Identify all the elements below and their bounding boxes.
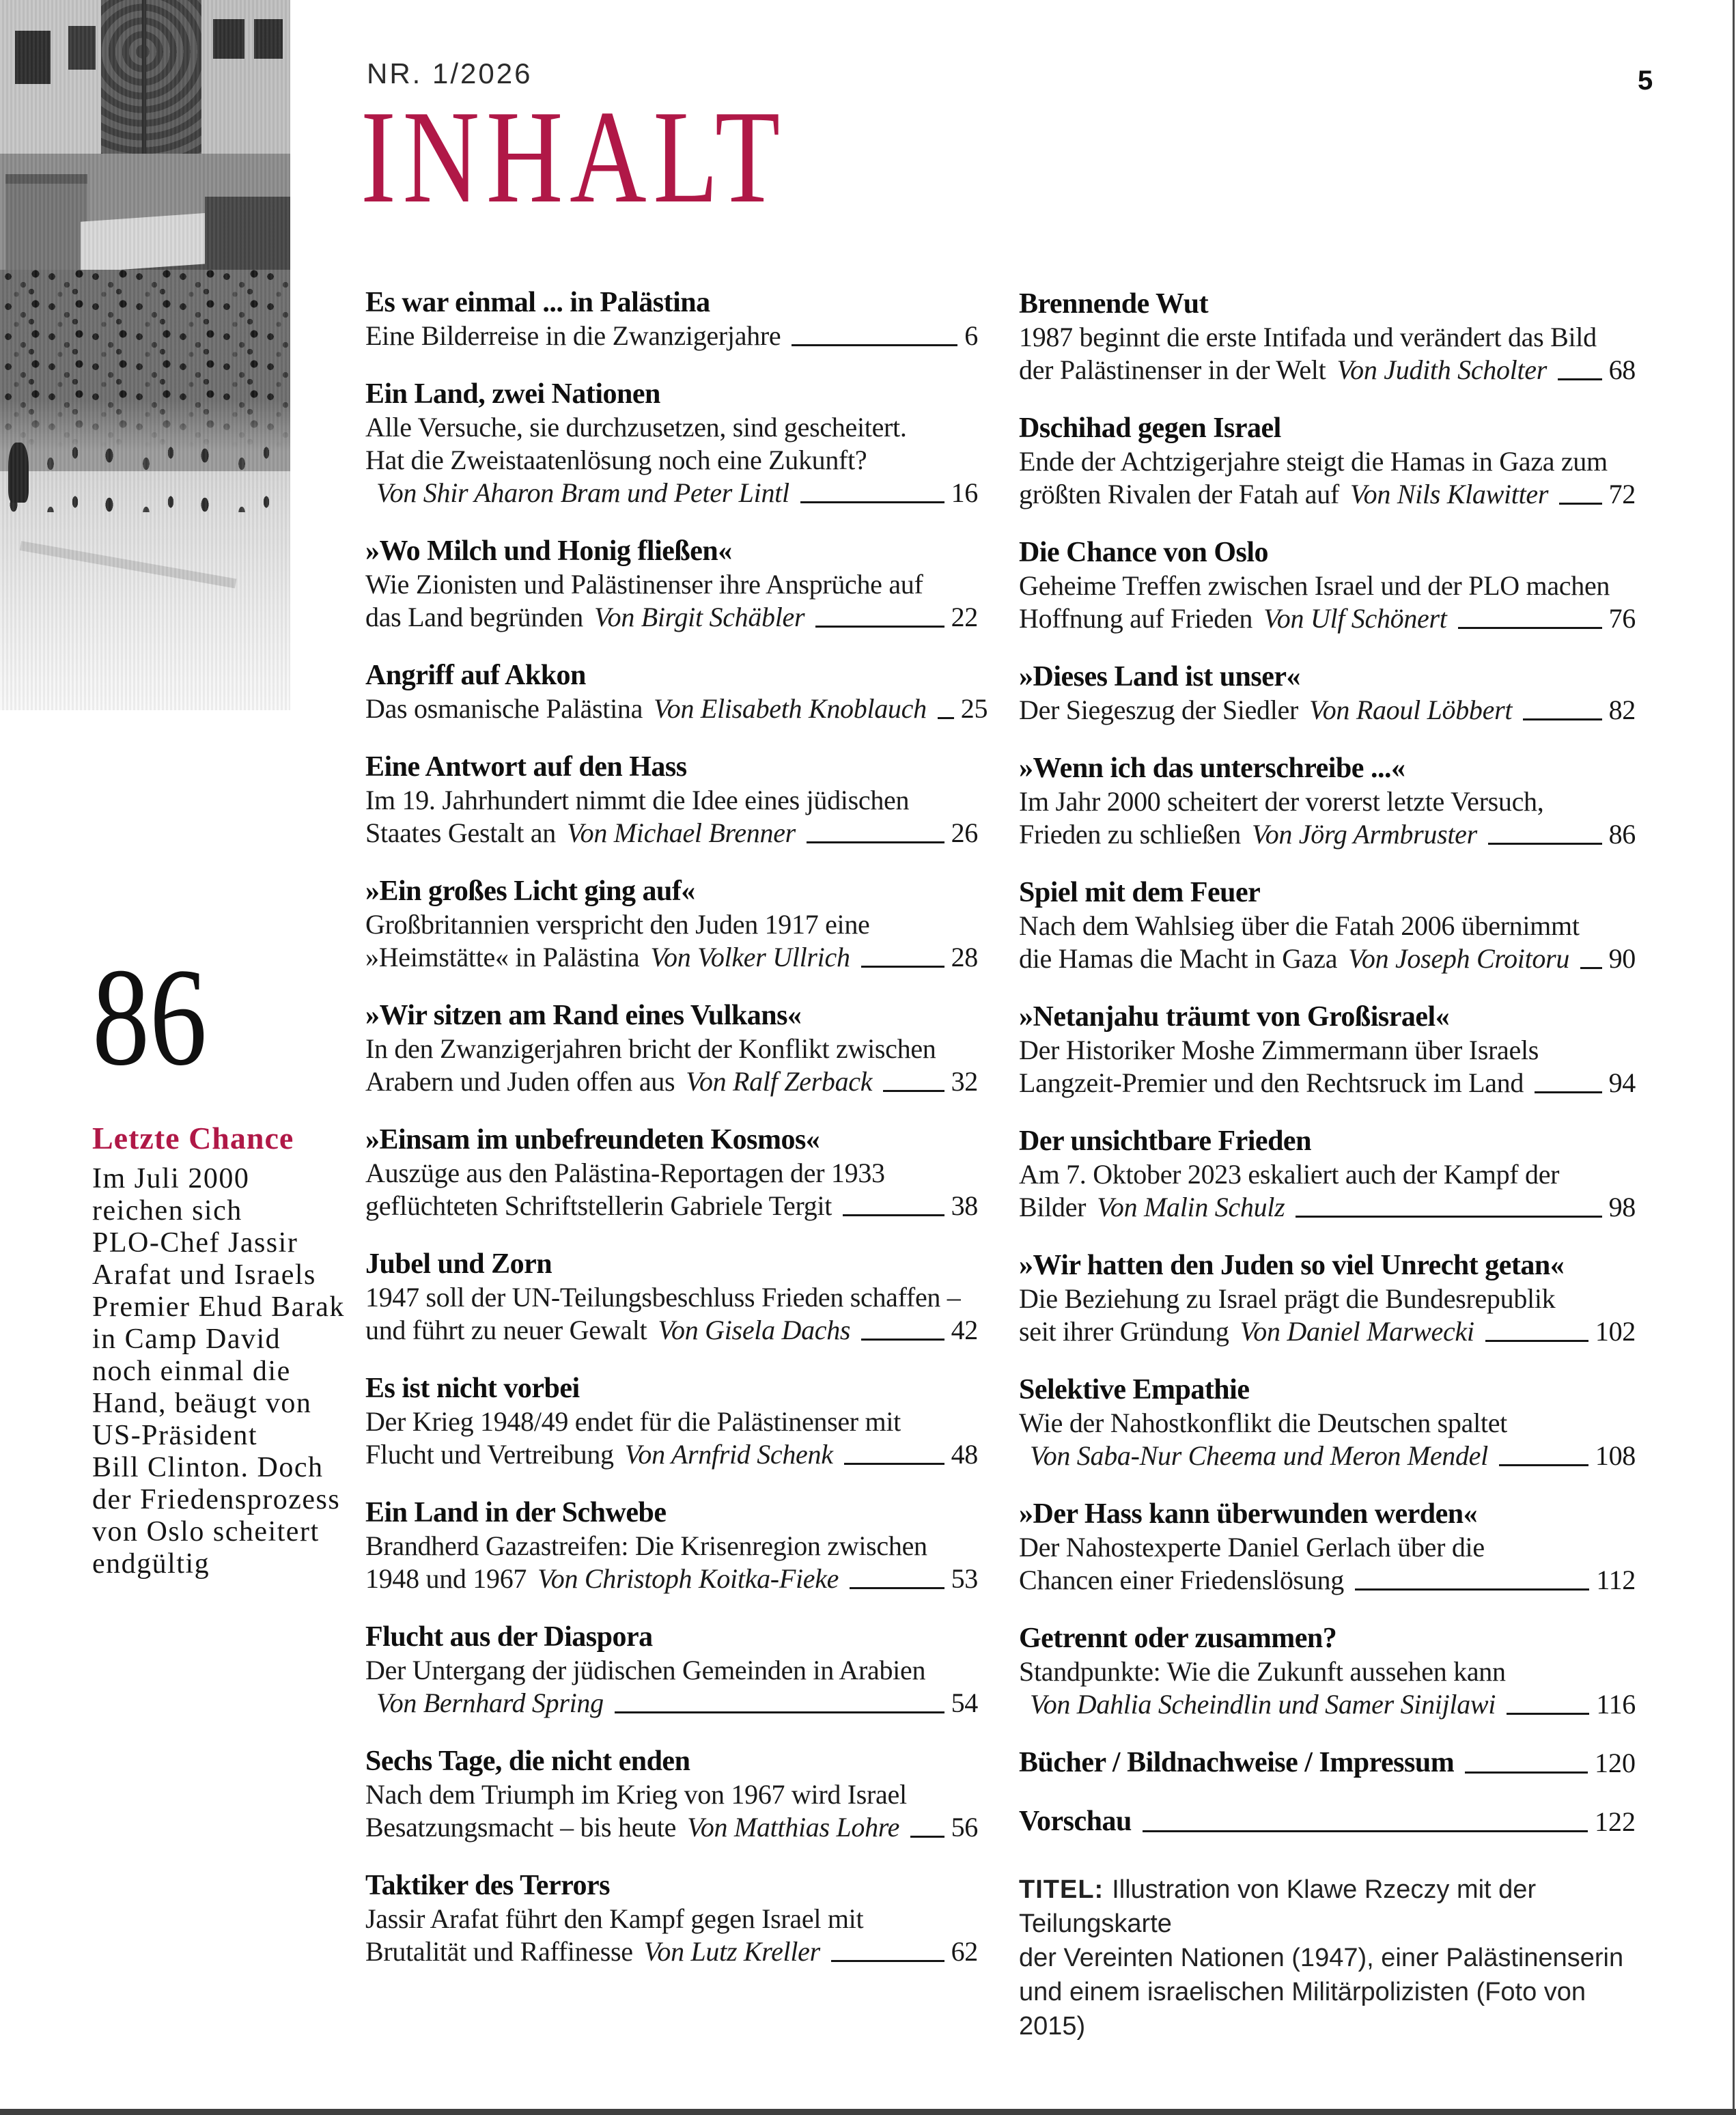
entry-author: Von Ulf Schönert [1263,603,1447,634]
entry-text: Der Siegeszug der Siedler [1019,695,1299,725]
entry-title: »Ein großes Licht ging auf« [365,876,695,907]
entry-line [365,908,978,941]
toc-entry [1019,1000,1636,1099]
entry-title-line [365,750,978,784]
entry-line [365,320,978,352]
toc-entry [1019,1746,1636,1780]
entry-line [365,568,978,601]
photo-grain-overlay [0,0,290,710]
leader-line [1296,1216,1601,1218]
entry-text: Frieden zu schließen [1019,819,1241,850]
teaser-text-line: reichen sich [92,1194,242,1227]
toc-entry [365,534,978,634]
teaser-text-line: Arafat und Israels [92,1259,316,1291]
leader-line [1559,503,1601,505]
entry-title: »Wir sitzen am Rand eines Vulkans« [365,1000,802,1031]
entry-page-number: 6 [964,320,978,351]
entry-line [1019,694,1636,727]
entry-page-number: 94 [1608,1067,1636,1098]
toc-entry [365,1868,978,1968]
entry-line [1019,1191,1636,1224]
teaser-text-line: Premier Ehud Barak [92,1291,345,1323]
entry-title: Sechs Tage, die nicht enden [365,1746,690,1777]
entry-page-number: 82 [1608,695,1636,725]
toc-entry [365,1496,978,1595]
entry-line [1019,910,1636,942]
entry-title: Angriff auf Akkon [365,660,586,691]
entry-title-line [1019,751,1636,785]
teaser-text-line: US-Präsident [92,1419,257,1451]
entry-text: und führt zu neuer Gewalt [365,1315,647,1345]
entry-title: Es ist nicht vorbei [365,1373,580,1404]
entry-text: Jassir Arafat führt den Kampf gegen Israel mit [365,1903,864,1934]
entry-author: Von Dahlia Scheindlin und Samer Sinijlawi [1030,1689,1496,1720]
entry-title: Bücher / Bildnachweise / Impressum [1019,1747,1455,1778]
teaser-text-line: endgültig [92,1547,210,1580]
entry-text: Wie Zionisten und Palästinenser ihre Ansprüche auf [365,569,923,600]
toc-entry [365,750,978,850]
entry-line [1019,1283,1636,1315]
entry-text: Besatzungsmacht – bis heute [365,1812,677,1843]
leader-line [938,717,954,719]
entry-text: das Land begründen [365,602,583,632]
leader-line [800,501,944,503]
entry-page-number: 98 [1608,1192,1636,1222]
entry-author: Von Daniel Marwecki [1240,1316,1474,1347]
entry-page-number: 112 [1596,1565,1636,1595]
entry-title-line [365,1868,978,1903]
teaser-text [92,1163,365,1580]
entry-title: Eine Antwort auf den Hass [365,751,687,783]
entry-title-line [1019,535,1636,570]
leader-line [1558,378,1602,380]
entry-line [1019,1158,1636,1191]
entry-line [1019,1067,1636,1099]
entry-text: 1948 und 1967 [365,1563,527,1594]
toc-right-column [1019,287,1636,1863]
toc-entry [365,1371,978,1471]
entry-title-line [1019,1124,1636,1158]
entry-title-line [365,1744,978,1778]
leader-line [1535,1091,1602,1093]
entry-text: »Heimstätte« in Palästina [365,942,640,972]
entry-author: Von Elisabeth Knoblauch [654,693,927,724]
entry-line [1019,602,1636,635]
leader-line [861,966,944,968]
teaser-text-line: noch einmal die [92,1355,291,1387]
toc-entry [1019,1621,1636,1721]
entry-page-number: 38 [951,1190,978,1221]
entry-text: Alle Versuche, sie durchzusetzen, sind gescheitert. [365,412,907,443]
leader-line [815,626,944,628]
page-edge-line [1733,0,1735,2115]
entry-line [365,1281,978,1314]
entry-title-line [365,377,978,411]
entry-title: Selektive Empathie [1019,1374,1250,1405]
entry-author: Von Jörg Armbruster [1252,819,1477,850]
entry-title-line [365,1371,978,1405]
leader-line [1143,1830,1588,1832]
entry-title: Taktiker des Terrors [365,1870,610,1901]
entry-line [365,784,978,817]
entry-author: Von Christoph Koitka-Fieke [537,1563,839,1594]
entry-page-number: 116 [1596,1689,1636,1720]
entry-text: Nach dem Triumph im Krieg von 1967 wird Israel [365,1779,907,1810]
entry-text: Hat die Zweistaatenlösung noch eine Zukunft? [365,445,867,475]
entry-text: Staates Gestalt an [365,817,556,848]
entry-line [365,1314,978,1347]
entry-page-number: 62 [951,1936,978,1967]
teaser-text-line: in Camp David [92,1323,281,1355]
entry-author: Von Joseph Croitoru [1348,943,1570,974]
entry-title-line [365,1247,978,1281]
leader-line [1523,718,1601,720]
toc-entry [365,1620,978,1720]
page-bottom-edge [0,2109,1736,2115]
entry-text: der Palästinenser in der Welt [1019,354,1326,385]
entry-text: Arabern und Juden offen aus [365,1066,675,1097]
leader-line [1465,1771,1588,1774]
entry-line [1019,1407,1636,1440]
toc-entry [365,1123,978,1222]
teaser-sidebar [92,940,365,1580]
entry-line [365,1530,978,1563]
toc-entry [1019,1804,1636,1838]
entry-title: Vorschau [1019,1806,1132,1837]
entry-text: Ende der Achtzigerjahre steigt die Hamas in Gaza zum [1019,446,1608,477]
leader-line [1458,627,1602,629]
entry-text: Hoffnung auf Frieden [1019,603,1253,634]
entry-author: Von Shir Aharon Bram und Peter Lintl [376,477,789,508]
entry-title: Ein Land, zwei Nationen [365,378,660,410]
entry-text: Langzeit-Premier und den Rechtsruck im Land [1019,1067,1524,1098]
entry-line [365,1405,978,1438]
entry-line [1019,818,1636,851]
entry-title-line [1019,1621,1636,1655]
leader-line [843,1214,944,1216]
entry-text: Der Nahostexperte Daniel Gerlach über die [1019,1532,1485,1563]
entry-text: Im Jahr 2000 scheitert der vorerst letzte Versuch, [1019,786,1544,817]
entry-author: Von Arnfrid Schenk [624,1439,833,1470]
entry-author: Von Malin Schulz [1097,1192,1285,1222]
entry-title-line [1019,876,1636,910]
entry-page-number: 22 [951,602,978,632]
leader-line [1355,1588,1589,1591]
entry-title: »Wo Milch und Honig fließen« [365,535,732,567]
entry-title: Getrennt oder zusammen? [1019,1623,1337,1654]
cover-credit-text: Illustration von Klawe Rzeczy mit der Teilungskarte [1019,1875,1537,1938]
leader-line [1499,1464,1588,1466]
toc-entry [1019,411,1636,511]
entry-title: Dschihad gegen Israel [1019,412,1281,444]
entry-title: »Netanjahu träumt von Großisrael« [1019,1001,1450,1033]
entry-text: 1987 beginnt die erste Intifada und verändert das Bild [1019,322,1597,352]
entry-author: Von Volker Ullrich [650,942,850,972]
entry-title: »Wir hatten den Juden so viel Unrecht getan« [1019,1250,1565,1281]
entry-line [1019,1655,1636,1688]
leader-line [1488,843,1602,845]
entry-line [1019,1034,1636,1067]
leader-line [831,1960,944,1962]
entry-page-number: 56 [951,1812,978,1843]
entry-line [1019,785,1636,818]
entry-line [365,1654,978,1687]
entry-text: In den Zwanzigerjahren bricht der Konflikt zwischen [365,1033,936,1064]
entry-title: »Der Hass kann überwunden werden« [1019,1498,1478,1530]
entry-text: seit ihrer Gründung [1019,1316,1229,1347]
entry-text: Das osmanische Palästina [365,693,643,724]
leader-line [1485,1340,1588,1342]
toc-entry [1019,287,1636,387]
entry-line [365,411,978,444]
entry-title-line [1019,411,1636,445]
entry-page-number: 72 [1608,479,1636,509]
entry-line [365,1065,978,1098]
entry-author: Von Judith Scholter [1336,354,1548,385]
entry-text: größten Rivalen der Fatah auf [1019,479,1339,509]
teaser-text-line: von Oslo scheitert [92,1515,320,1547]
leader-line [850,1587,944,1589]
toc-entry [365,658,988,725]
entry-text: Wie der Nahostkonflikt die Deutschen spaltet [1019,1407,1507,1438]
entry-line [365,1190,978,1222]
entry-author: Von Ralf Zerback [686,1066,873,1097]
leader-line [861,1339,944,1341]
toc-entry [365,1247,978,1347]
toc-entry [1019,1124,1636,1224]
entry-line [365,1438,978,1471]
entry-line [365,1935,978,1968]
entry-line [365,1687,978,1720]
entry-text: Standpunkte: Wie die Zukunft aussehen kann [1019,1656,1506,1687]
entry-line [1019,1531,1636,1564]
teaser-text-line: Hand, beäugt von [92,1387,312,1419]
entry-title-line [365,534,978,568]
entry-line [1019,478,1636,511]
cover-credit-label: TITEL: [1019,1875,1104,1904]
entry-text: Brutalität und Raffinesse [365,1936,633,1967]
leader-line [1507,1713,1589,1715]
entry-line [1019,1688,1636,1721]
entry-line [365,817,978,850]
entry-title-line [1019,1000,1636,1034]
entry-page-number: 54 [951,1687,978,1718]
leader-line [615,1711,944,1713]
entry-title-line [365,658,978,692]
toc-entry [1019,535,1636,635]
toc-left-column [365,285,988,1993]
entry-line [365,1778,978,1811]
toc-entry [365,874,978,974]
leader-line [807,841,944,843]
entry-text: Chancen einer Friedenslösung [1019,1565,1344,1595]
entry-title-line [1019,1373,1636,1407]
entry-line [365,444,978,477]
entry-author: Von Gisela Dachs [658,1315,851,1345]
entry-text: Großbritannien verspricht den Juden 1917 eine [365,909,870,940]
entry-page-number: 28 [951,942,978,972]
teaser-text-line: PLO-Chef Jassir [92,1227,298,1259]
toc-entry [1019,1497,1636,1597]
entry-page-number: 25 [960,693,988,724]
toc-entry [1019,1248,1636,1348]
entry-text: die Hamas die Macht in Gaza [1019,943,1338,974]
entry-text: Bilder [1019,1192,1087,1222]
entry-title-line [365,1123,978,1157]
entry-page-number: 32 [951,1066,978,1097]
cover-credit-line: und einem israelischen Militärpolizisten (Foto von 2015) [1019,1978,1586,2041]
entry-line [1019,570,1636,602]
entry-text: Die Beziehung zu Israel prägt die Bundesrepublik [1019,1283,1556,1314]
entry-line [365,477,978,509]
entry-title: Es war einmal ... in Palästina [365,287,710,318]
entry-text: Am 7. Oktober 2023 eskaliert auch der Kampf der [1019,1159,1560,1190]
entry-text: 1947 soll der UN-Teilungsbeschluss Frieden schaffen – [365,1282,961,1313]
entry-title: »Wenn ich das unterschreibe ...« [1019,753,1405,784]
issue-number: NR. 1/2026 [367,57,533,89]
teaser-text-line: Bill Clinton. Doch [92,1451,324,1483]
entry-title: Die Chance von Oslo [1019,537,1269,568]
toc-entry [1019,660,1636,727]
entry-page-number: 48 [951,1439,978,1470]
entry-author: Von Raoul Löbbert [1309,695,1513,725]
toc-entry [365,998,978,1098]
cover-photo [0,0,290,710]
entry-text: Auszüge aus den Palästina-Reportagen der 1933 [365,1158,885,1188]
cover-credit [1019,1873,1647,2043]
entry-line [1019,354,1636,387]
folio-page-number: 5 [1638,66,1653,96]
toc-entry [365,377,978,509]
entry-author: Von Michael Brenner [566,817,796,848]
leader-line [1580,967,1601,969]
entry-page-number: 76 [1608,603,1636,634]
entry-line [365,1033,978,1065]
entry-text: Flucht und Vertreibung [365,1439,614,1470]
entry-line [1019,942,1636,975]
entry-title-line [1019,660,1636,694]
entry-title: Flucht aus der Diaspora [365,1621,653,1653]
entry-title: Jubel und Zorn [365,1248,552,1280]
entry-title-line [365,1620,978,1654]
entry-author: Von Birgit Schäbler [593,602,805,632]
entry-title-line [365,1496,978,1530]
entry-text: Im 19. Jahrhundert nimmt die Idee eines jüdischen [365,785,910,815]
entry-author: Von Nils Klawitter [1349,479,1549,509]
entry-line [1019,1315,1636,1348]
entry-text: Nach dem Wahlsieg über die Fatah 2006 übernimmt [1019,910,1580,941]
toc-entry [365,285,978,352]
leader-line [910,1836,944,1838]
teaser-page-number: 86 [92,940,208,1095]
entry-page-number: 102 [1595,1316,1636,1347]
entry-line [1019,1564,1636,1597]
entry-title: Brennende Wut [1019,288,1209,320]
entry-text: Der Historiker Moshe Zimmermann über Israels [1019,1035,1539,1065]
teaser-heading: Letzte Chance [92,1120,294,1155]
entry-line [365,1811,978,1844]
entry-page-number: 90 [1608,943,1636,974]
entry-line [1019,321,1636,354]
entry-author: Von Saba-Nur Cheema und Meron Mendel [1030,1440,1488,1471]
entry-author: Von Matthias Lohre [687,1812,900,1843]
entry-title-line [1019,1804,1636,1838]
entry-title: Spiel mit dem Feuer [1019,877,1261,908]
entry-page-number: 108 [1595,1440,1636,1471]
entry-text: Eine Bilderreise in die Zwanzigerjahre [365,320,781,351]
entry-line [1019,1440,1636,1472]
entry-title-line [1019,1497,1636,1531]
entry-page-number: 68 [1608,354,1636,385]
entry-author: Von Lutz Kreller [643,1936,820,1967]
page-title: INHALT [361,83,787,231]
leader-line [844,1463,944,1465]
entry-title-line [1019,1248,1636,1283]
entry-text: Brandherd Gazastreifen: Die Krisenregion zwischen [365,1530,927,1561]
toc-entry [1019,1373,1636,1472]
cover-credit-line [1019,1873,1647,1941]
entry-text: Der Untergang der jüdischen Gemeinden in Arabien [365,1655,926,1685]
entry-page-number: 86 [1608,819,1636,850]
entry-text: Geheime Treffen zwischen Israel und der PLO machen [1019,570,1610,601]
entry-line [365,692,988,725]
entry-title-line [1019,287,1636,321]
entry-line [365,1563,978,1595]
entry-line [365,1157,978,1190]
entry-page-number: 53 [951,1563,978,1594]
entry-line [365,601,978,634]
entry-page-number: 42 [951,1315,978,1345]
teaser-text-line: Im Juli 2000 [92,1162,250,1194]
entry-title: Der unsichtbare Frieden [1019,1125,1311,1157]
entry-title: Ein Land in der Schwebe [365,1497,667,1528]
leader-line [792,344,957,346]
entry-line [365,941,978,974]
teaser-text-line: der Friedensprozess [92,1483,341,1515]
entry-page-number: 122 [1595,1806,1636,1837]
toc-entry [1019,876,1636,975]
entry-text: geflüchteten Schriftstellerin Gabriele Tergit [365,1190,832,1221]
entry-page-number: 26 [951,817,978,848]
entry-page-number: 120 [1595,1748,1636,1778]
entry-line [1019,445,1636,478]
cover-credit-line: der Vereinten Nationen (1947), einer Palästinenserin [1019,1944,1624,1972]
entry-line [365,1903,978,1935]
toc-entry [365,1744,978,1844]
entry-title: »Dieses Land ist unser« [1019,661,1301,692]
entry-title: »Einsam im unbefreundeten Kosmos« [365,1124,820,1155]
entry-text: Der Krieg 1948/49 endet für die Palästinenser mit [365,1406,901,1437]
entry-page-number: 16 [951,477,978,508]
entry-title-line [365,998,978,1033]
entry-title-line [1019,1746,1636,1780]
entry-author: Von Bernhard Spring [376,1687,604,1718]
entry-title-line [365,285,978,320]
entry-title-line [365,874,978,908]
toc-entry [1019,751,1636,851]
leader-line [883,1090,944,1092]
